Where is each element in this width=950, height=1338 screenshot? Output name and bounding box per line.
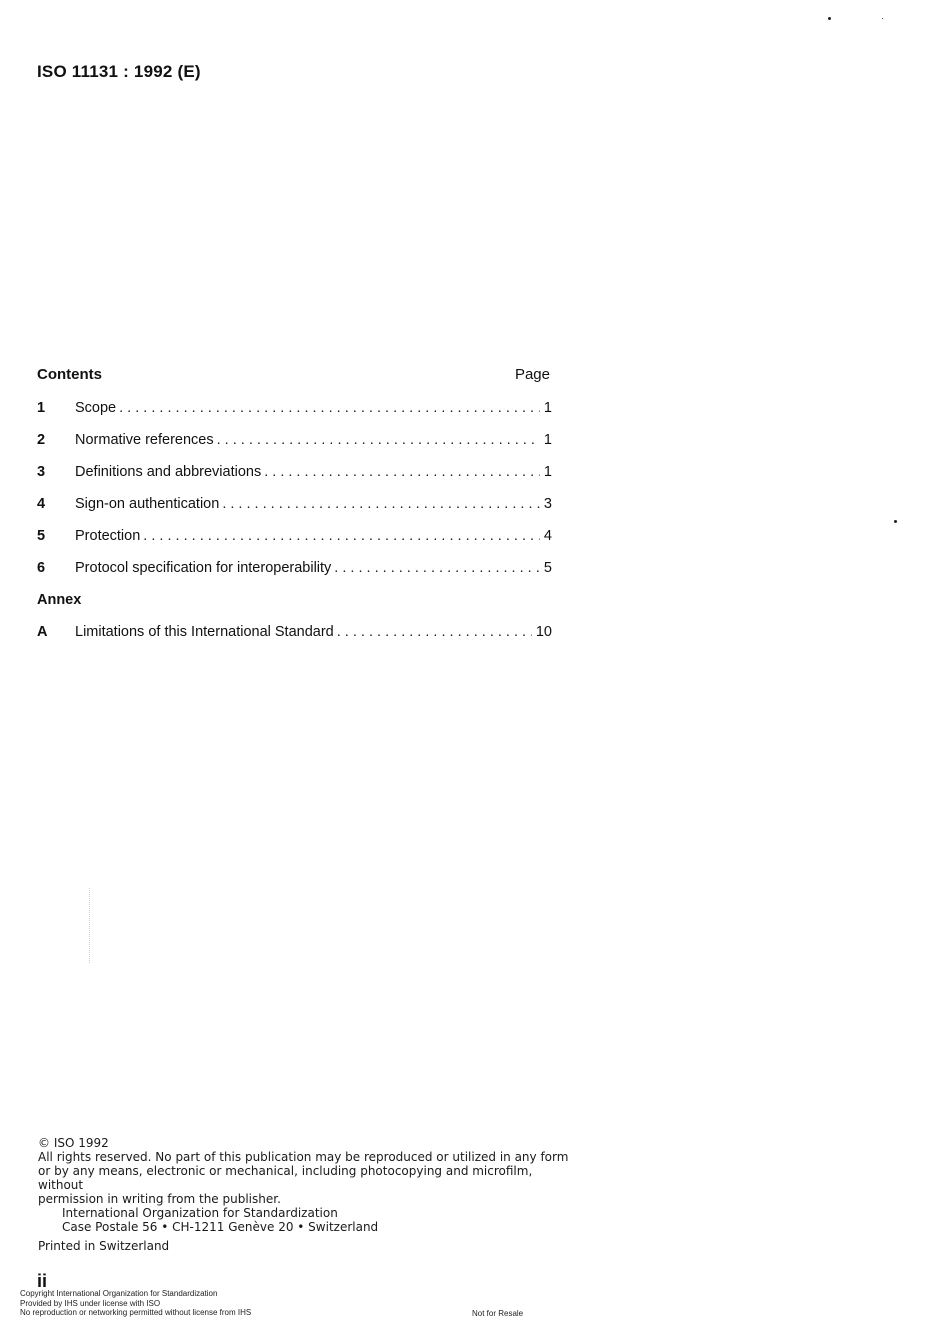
rights-text: All rights reserved. No part of this publication may be reproduced or utilized in any form xyxy=(38,1150,569,1164)
document-id: ISO 11131 : 1992 (E) xyxy=(37,62,201,81)
toc-entry-number: 6 xyxy=(37,560,46,576)
dot-leader xyxy=(261,464,540,480)
toc-entry-number: 2 xyxy=(37,432,46,448)
toc-entry-number: 3 xyxy=(37,464,46,480)
table-of-contents xyxy=(37,366,552,656)
toc-entry[interactable] xyxy=(37,432,552,464)
toc-entry-title: Normative references xyxy=(75,432,214,448)
dot-leader xyxy=(219,496,540,512)
scan-artifact-line xyxy=(89,888,91,963)
scan-speck xyxy=(828,17,831,20)
footer-line: Copyright International Organization for Standardization xyxy=(20,1289,218,1298)
page-number: ii xyxy=(37,1271,48,1291)
footer-line: Provided by IHS under license with ISO xyxy=(20,1298,161,1308)
scan-speck xyxy=(894,520,897,523)
toc-entry-title: Sign-on authentication xyxy=(75,496,220,512)
license-footer xyxy=(20,1289,251,1318)
toc-entry-page: 5 xyxy=(543,560,552,576)
toc-entry-page: 1 xyxy=(543,400,552,416)
toc-entry[interactable] xyxy=(37,400,552,432)
organization-name: International Organization for Standardization xyxy=(62,1206,338,1220)
toc-entry-page: 1 xyxy=(543,432,552,448)
toc-entry-number: 4 xyxy=(37,496,46,512)
page-column-label: Page xyxy=(514,366,550,383)
toc-entry[interactable] xyxy=(37,528,552,560)
rights-text: permission in writing from the publisher. xyxy=(38,1192,281,1206)
toc-header xyxy=(37,366,552,386)
toc-entry[interactable] xyxy=(37,464,552,496)
toc-entry-title: Protection xyxy=(75,528,141,544)
copyright-block xyxy=(38,1136,578,1253)
dot-leader xyxy=(214,432,540,448)
dot-leader xyxy=(331,560,540,576)
scan-speck xyxy=(882,18,883,19)
toc-entry-title: Protocol specification for interoperability xyxy=(75,560,332,576)
toc-entry-title: Definitions and abbreviations xyxy=(75,464,262,480)
toc-entry-title: Limitations of this International Standard xyxy=(75,624,334,640)
dot-leader xyxy=(116,400,540,416)
toc-entry[interactable] xyxy=(37,560,552,592)
printed-in: Printed in Switzerland xyxy=(38,1239,170,1253)
toc-entry-number: 1 xyxy=(37,400,46,416)
toc-entry-title: Scope xyxy=(75,400,117,416)
annex-heading: Annex xyxy=(37,592,82,608)
footer-line: No reproduction or networking permitted without license from IHS xyxy=(20,1308,252,1318)
rights-text: or by any means, electronic or mechanical, including photocopying and microfilm, without xyxy=(38,1164,533,1192)
toc-entry-page: 1 xyxy=(543,464,552,480)
toc-entry-page: 3 xyxy=(543,496,552,512)
dot-leader xyxy=(140,528,540,544)
dot-leader xyxy=(334,624,532,640)
toc-entry-number: A xyxy=(37,624,48,640)
organization-address: Case Postale 56 • CH-1211 Genève 20 • Switzerland xyxy=(62,1220,379,1234)
contents-heading: Contents xyxy=(37,366,102,383)
copyright-line: © ISO 1992 xyxy=(38,1136,109,1150)
toc-annex-entry[interactable] xyxy=(37,624,552,656)
toc-entry-page: 10 xyxy=(535,624,552,640)
toc-entry-number: 5 xyxy=(37,528,46,544)
toc-entry-page: 4 xyxy=(543,528,552,544)
not-for-resale: Not for Resale xyxy=(472,1309,524,1318)
toc-entry[interactable] xyxy=(37,496,552,528)
